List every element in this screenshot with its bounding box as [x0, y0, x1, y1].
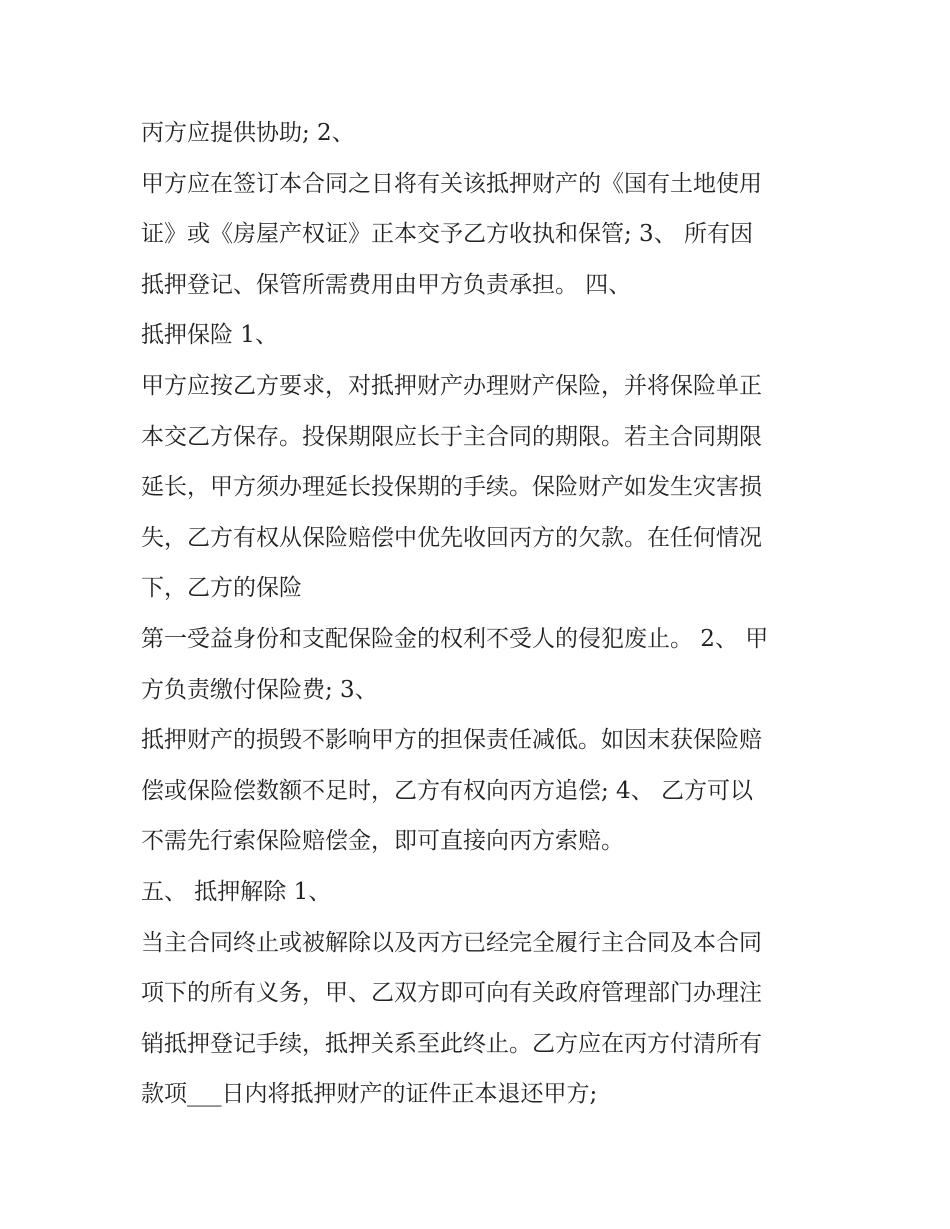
text-line: 不需先行索保险赔偿金，即可直接向丙方索赔。 — [141, 828, 624, 855]
text-line: 销抵押登记手续，抵押关系至此终止。乙方应在丙方付清所有 — [141, 1030, 762, 1057]
text-line: 抵押登记、保管所需费用由甲方负责承担。 四、 — [141, 271, 632, 298]
text-line: 项下的所有义务，甲、乙双方即可向有关政府管理部门办理注 — [141, 980, 762, 1007]
text-line: 第一受益身份和支配保险金的权利不受人的侵犯废止。 2、 甲 — [141, 625, 769, 652]
text-line: 款项___日内将抵押财产的证件正本退还甲方; — [141, 1081, 598, 1108]
text-line: 下，乙方的保险 — [141, 575, 302, 602]
text-line: 失，乙方有权从保险赔偿中优先收回丙方的欠款。在任何情况 — [141, 524, 762, 551]
text-line: 丙方应提供协助; 2、 — [141, 120, 355, 146]
text-line: 本交乙方保存。投保期限应长于主合同的期限。若主合同期限 — [141, 423, 762, 450]
contract-body-text — [141, 108, 821, 1120]
text-line: 甲方应在签订本合同之日将有关该抵押财产的《国有土地使用 — [141, 170, 762, 197]
text-line: 当主合同终止或被解除以及丙方已经完全履行主合同及本合同 — [141, 929, 762, 956]
text-line: 偿或保险偿数额不足时，乙方有权向丙方追偿; 4、 乙方可以 — [141, 777, 754, 804]
section-heading-line: 五、 抵押解除 1、 — [141, 878, 332, 905]
text-line: 延长，甲方须办理延长投保期的手续。保险财产如发生灾害损 — [141, 474, 762, 501]
text-line: 甲方应按乙方要求，对抵押财产办理财产保险，并将保险单正 — [141, 372, 762, 399]
text-line: 证》或《房屋产权证》正本交予乙方收执和保管; 3、 所有因 — [141, 221, 754, 248]
text-line: 抵押财产的损毁不影响甲方的担保责任减低。如因末获保险赔 — [141, 727, 762, 754]
section-heading-line: 抵押保险 1、 — [141, 322, 278, 349]
text-line: 方负责缴付保险费; 3、 — [141, 676, 378, 703]
